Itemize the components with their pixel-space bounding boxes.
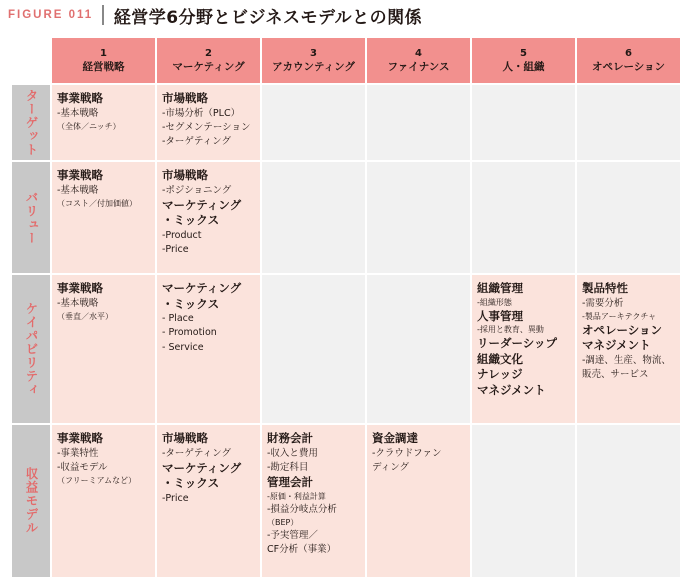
column-number: 4 (415, 47, 422, 59)
cell-item: （フリーミアムなど） (57, 476, 137, 486)
matrix-cell-r3-c6 (577, 275, 680, 423)
cell-item: -基本戦略 (57, 107, 99, 119)
cell-item: -製品アーキテクチャ (582, 311, 657, 321)
cell-item: -勘定科目 (267, 461, 309, 473)
column-label: オペレーション (591, 61, 666, 74)
matrix-cell-r2-c1 (52, 162, 155, 273)
column-label: 人・組織 (502, 61, 545, 74)
column-header-5 (472, 38, 575, 83)
cell-heading: 組織文化 (477, 351, 523, 366)
figure-header (8, 0, 700, 30)
column-number: 3 (310, 47, 317, 59)
matrix-cell-r3-c2 (157, 275, 260, 423)
matrix-cell-r1-c1 (52, 85, 155, 160)
cell-item: -ポジショニング (162, 184, 232, 196)
cell-heading: オペレーション (582, 322, 663, 337)
matrix-cell-r4-c2 (157, 425, 260, 577)
cell-item: （垂直／水平） (57, 311, 113, 321)
row-label: バリュー (24, 190, 39, 245)
cell-item: -基本戦略 (57, 184, 99, 196)
figure-divider (102, 5, 104, 25)
column-number: 5 (520, 47, 527, 59)
row-label: 収益モデル (24, 467, 39, 535)
cell-heading: マネジメント (582, 338, 651, 353)
cell-heading: マネジメント (477, 382, 546, 397)
column-label: マーケティング (172, 61, 245, 74)
cell-heading: 市場戦略 (162, 168, 208, 182)
cell-item: -事業特性 (57, 447, 99, 459)
matrix-cell-r4-c6 (577, 425, 680, 577)
matrix-cell-r2-c2 (157, 162, 260, 273)
column-header-6 (577, 38, 680, 83)
cell-item: -収益モデル (57, 461, 108, 473)
cell-heading: 事業戦略 (57, 431, 103, 445)
matrix-cell-r1-c2 (157, 85, 260, 160)
cell-item: - Promotion (162, 327, 217, 339)
cell-heading: 財務会計 (267, 431, 313, 445)
cell-item: -採用と教育、異動 (477, 325, 544, 335)
cell-heading: 管理会計 (267, 475, 313, 490)
cell-heading: ・ミックス (162, 213, 220, 228)
matrix-cell-r1-c3 (262, 85, 365, 160)
cell-heading: 市場戦略 (162, 431, 208, 445)
cell-heading: 組織管理 (477, 281, 523, 295)
matrix-cell-r3-c3 (262, 275, 365, 423)
cell-heading: リーダーシップ (477, 336, 558, 351)
cell-item: ディング (372, 461, 410, 473)
cell-heading: 市場戦略 (162, 91, 208, 105)
matrix-corner (12, 38, 50, 83)
cell-heading: 資金調達 (372, 431, 418, 445)
column-label: ファイナンス (387, 61, 450, 74)
cell-heading: マーケティング (162, 281, 242, 295)
cell-heading: 人事管理 (477, 308, 523, 323)
matrix-cell-r2-c3 (262, 162, 365, 273)
cell-item: -ターゲティング (162, 447, 231, 459)
column-label: 経営戦略 (82, 61, 125, 74)
cell-item: -Price (162, 244, 189, 256)
cell-item: （コスト／付加価値） (57, 198, 137, 208)
cell-item: -予実管理／ (267, 529, 318, 541)
cell-item: -クラウドファン (372, 447, 442, 459)
cell-heading: ナレッジ (477, 367, 523, 382)
matrix-cell-r1-c6 (577, 85, 680, 160)
matrix-cell-r3-c5 (472, 275, 575, 423)
cell-item: CF分析（事業） (267, 544, 337, 556)
cell-item: -損益分岐点分析 (267, 503, 337, 515)
cell-item: -調達、生産、物流、 (582, 354, 671, 366)
row-header-2 (12, 162, 50, 273)
matrix-cell-r2-c4 (367, 162, 470, 273)
cell-item: -基本戦略 (57, 297, 99, 309)
column-header-1 (52, 38, 155, 83)
cell-heading: 製品特性 (582, 281, 628, 295)
cell-item: -組織形態 (477, 297, 512, 307)
column-number: 2 (205, 47, 212, 59)
cell-item: -Price (162, 492, 189, 504)
cell-item: - Service (162, 341, 204, 353)
column-number: 6 (625, 47, 632, 59)
matrix-cell-r4-c3 (262, 425, 365, 577)
cell-heading: ・ミックス (162, 476, 220, 491)
cell-item: -収入と費用 (267, 447, 318, 459)
cell-item: （全体／ニッチ） (57, 121, 121, 131)
cell-item: 販売、サービス (582, 369, 649, 381)
matrix-cell-r2-c5 (472, 162, 575, 273)
cell-heading: 事業戦略 (57, 91, 103, 105)
row-header-3 (12, 275, 50, 423)
cell-item: -需要分析 (582, 297, 624, 309)
matrix-cell-r4-c4 (367, 425, 470, 577)
matrix-cell-r3-c1 (52, 275, 155, 423)
cell-item: - Place (162, 313, 194, 325)
cell-heading: マーケティング (162, 460, 242, 475)
cell-heading: 事業戦略 (57, 281, 103, 295)
column-number: 1 (100, 47, 107, 59)
cell-item: -原価・利益計算 (267, 491, 326, 501)
column-label: アカウンティング (272, 61, 355, 74)
row-header-4 (12, 425, 50, 577)
column-header-2 (157, 38, 260, 83)
column-header-3 (262, 38, 365, 83)
cell-item: -ターゲティング (162, 136, 231, 148)
cell-heading: 事業戦略 (57, 168, 103, 182)
column-header-4 (367, 38, 470, 83)
matrix-cell-r1-c5 (472, 85, 575, 160)
figure-label: FIGURE 011 (8, 9, 94, 21)
row-label: ケイパビリティ (24, 301, 39, 397)
relation-matrix (12, 38, 690, 578)
matrix-cell-r4-c1 (52, 425, 155, 577)
row-header-1 (12, 85, 50, 160)
matrix-cell-r1-c4 (367, 85, 470, 160)
cell-item: -市場分析（PLC） (162, 107, 241, 119)
figure-title: 経営学6分野とビジネスモデルとの関係 (113, 7, 423, 28)
cell-heading: ・ミックス (162, 296, 220, 311)
matrix-cell-r4-c5 (472, 425, 575, 577)
cell-item: -セグメンテーション (162, 121, 251, 133)
cell-item: -Product (162, 229, 202, 241)
matrix-cell-r2-c6 (577, 162, 680, 273)
row-label: ターゲット (24, 88, 39, 157)
matrix-cell-r3-c4 (367, 275, 470, 423)
cell-item: （BEP） (267, 517, 299, 527)
cell-heading: マーケティング (162, 197, 242, 212)
